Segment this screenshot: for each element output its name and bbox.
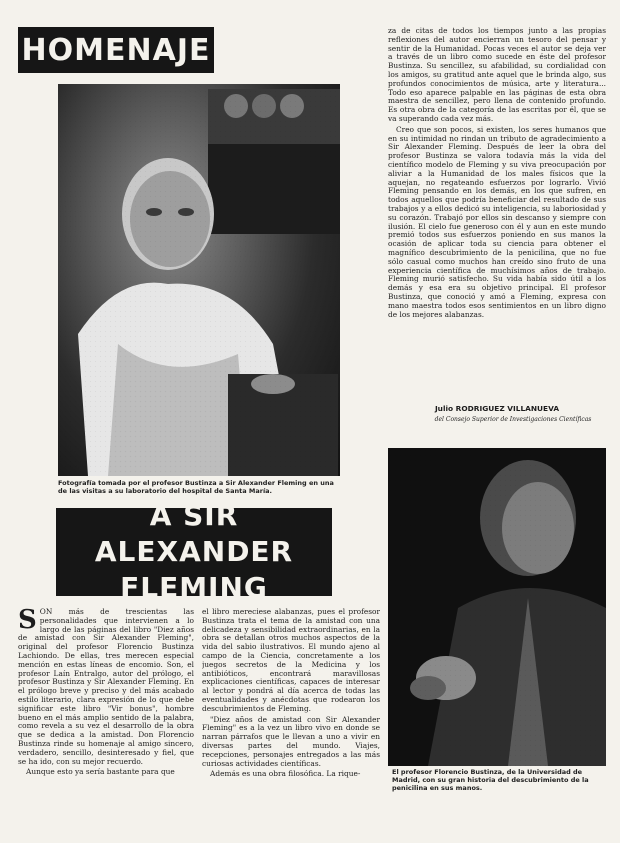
paragraph: Aunque esto ya sería bastante para que <box>26 767 175 777</box>
paragraph-text: ON más de trescientas las personalidades que intervienen a lo largo de las páginas del libro "Diez años de amistad con Sir Alexander Fleming", original del profesor Florencio Bustinza Lachiondo. De ellas, tres merecen especial mención en estas líneas de encomio. Son, el profesor Laín Entralgo, autor del prólogo, el profesor Bustinza y Sir Alexander Fleming. En el prólogo breve y preciso y del más acabado estilo literario, clara expresión de lo que debe significar este libro "Vir bonus", hombre bueno en el más amplio sentido de la palabra, como revela a su vez el desarrollo de la obra que se dedica a la amistad. Don Florencio Bustinza rinde su homenaje al amigo sincero, verdadero, sencillo, desinteresado y fiel, que se ha ido, con su mejor recuerdo. <box>18 608 194 766</box>
title-line-1: A SIR ALEXANDER <box>94 499 294 568</box>
title-line-2: FLEMING <box>120 571 268 604</box>
right-column-text <box>388 27 606 395</box>
bustinza-photo <box>388 448 606 766</box>
photo-caption: El profesor Florencio Bustinza, de la Universidad de Madrid, con su gran historia del descubrimiento de la penicilina en sus manos. <box>392 768 589 792</box>
section-banner: HOMENAJE <box>18 27 214 73</box>
author-signature: Julio RODRIGUEZ VILLANUEVA <box>434 404 560 413</box>
paragraph: el libro mereciese alabanzas, pues el profesor Bustinza trata el tema de la amistad con una delicadeza y sensibilidad extraordinarias, en la obra se detallan otros muchos aspectos de la vida del sabio ilustrativos. El mundo ajeno al campo de la Ciencia, concretamente a los juegos secretos de la Medicina y los antibióticos, encontrará maravillosas explicaciones científicas, capaces de interesar al lector y pondrá al día acerca de todas las eventualidades y anécdotas que rodearon los descubrimientos de Fleming. <box>202 608 380 713</box>
body-column-left <box>18 608 194 836</box>
fleming-photo-illustration <box>58 84 340 476</box>
paragraph: za de citas de todos los tiempos junto a las propias reflexiones del autor encierran un tesoro del pensar y sentir de la Humanidad. Pocas veces el autor se deja ver a través de un libro como sucede en éste del profesor Bustinza. Su sencillez, su afabilidad, su cordialidad con los amigos, su gratitud ante aquel que le brinda algo, sus profundos conocimientos de música, arte y literatura... Todo eso aparece palpable en las páginas de esta obra maestra de sencillez, pero llena de contenido profundo. Es otra obra de la categoría de las escritas por él, que se va superando cada vez más. <box>388 27 606 123</box>
drop-cap: S <box>18 608 37 635</box>
author-affiliation: del Consejo Superior de Investigaciones Científicas <box>434 416 592 423</box>
paragraph <box>18 608 194 766</box>
bustinza-photo-illustration <box>388 448 606 766</box>
fleming-photo <box>58 84 340 476</box>
body-column-middle <box>202 608 380 836</box>
paragraph: "Diez años de amistad con Sir Alexander Fleming" es a la vez un libro vivo en donde se narran párrafos que le llevan a uno a vivir en diversas partes del mundo. Viajes, recepciones, personajes entregados a las más curiosas actividades científicas. <box>202 714 380 768</box>
photo-caption: Fotografía tomada por el profesor Bustinza a Sir Alexander Fleming en una de las visitas a su laboratorio del hospital de Santa María. <box>58 479 334 495</box>
paragraph: Además es una obra filosófica. La rique- <box>210 769 361 779</box>
paragraph: Creo que son pocos, si existen, los seres humanos que en su intimidad no rindan un tributo de agradecimiento a Sir Alexander Fleming. Después de leer la obra del profesor Bustinza se valora todavía más la vida del científico modelo de Fleming y su viva preocupación por aliviar a la Humanidad de los males físicos que la aquejan, no regateando esfuerzos por lograrlo. Vivió Fleming pensando en los demás, en los que sufren, en todos aquellos que podría beneficiar del resultado de sus trabajos y a ellos dedicó su inteligencia, su laboriosidad y su corazón. Trabajó por ellos sin descanso y siempre con ilusión. El cielo fue generoso con él y aun en este mundo premió todos sus esfuerzos poniendo en sus manos la ocasión de aplicar toda su ciencia para obtener el magnífico descubrimiento de la penicilina, que no fue sólo casual como muchos han creído sino fruto de una experiencia científica de muchísimos años de trabajo. Fleming murió satisfecho. Su vida había sido útil a los demás y esa era su objetivo principal. El profesor Bustinza, que conoció y amó a Fleming, expresa con mano maestra todos esos sentimientos en un libro digno de los mejores alabanzas. <box>388 124 606 319</box>
article-title <box>56 499 332 604</box>
